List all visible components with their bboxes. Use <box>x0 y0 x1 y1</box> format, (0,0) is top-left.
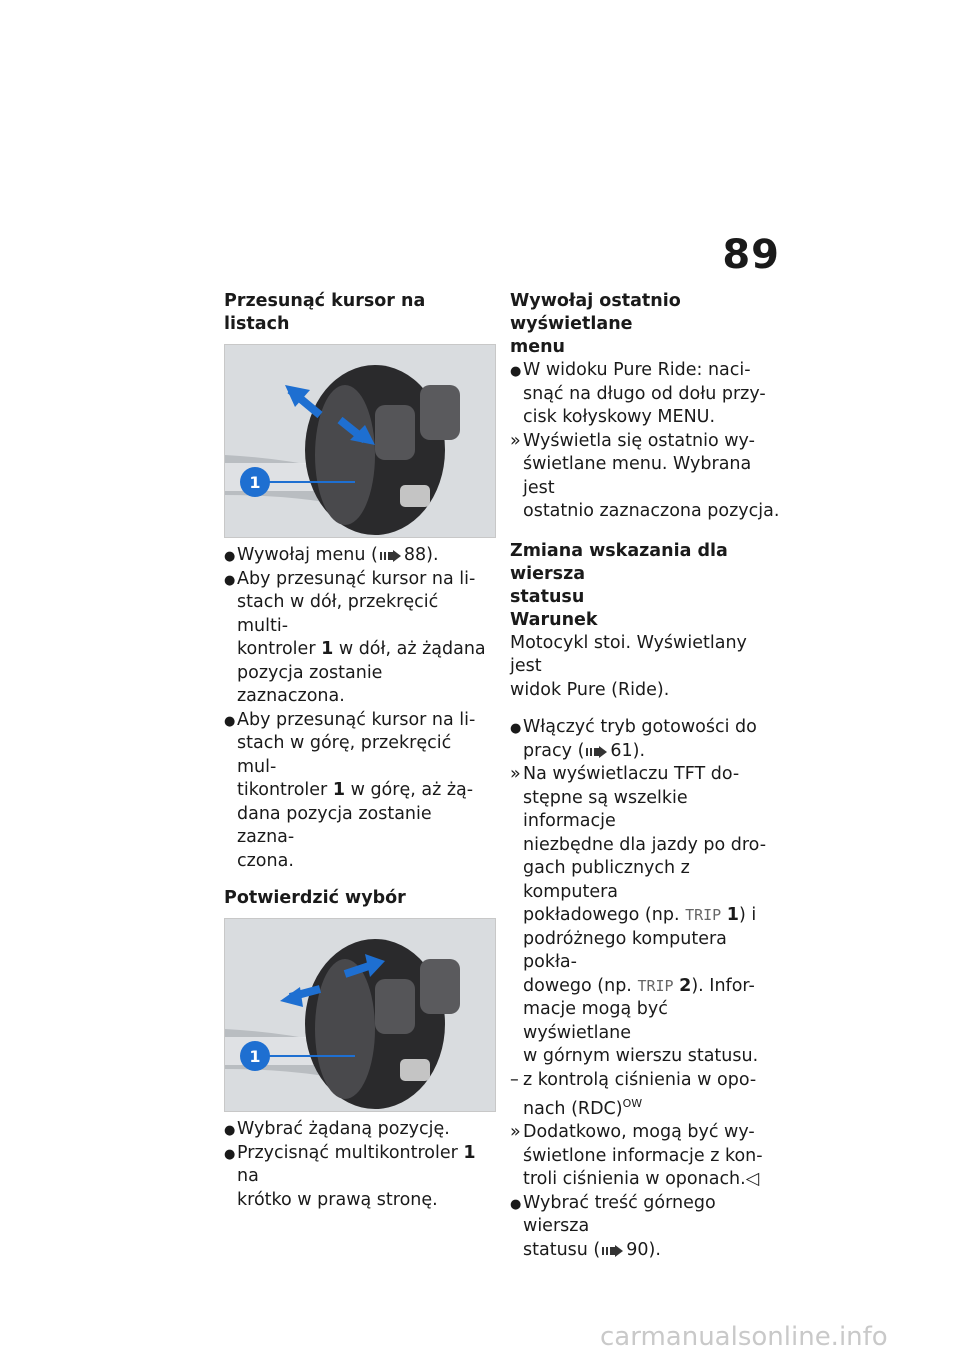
figure-multicontroller-push <box>224 918 496 1112</box>
section-heading-move-cursor: Przesunąć kursor na listach <box>224 291 426 334</box>
right-column <box>510 290 780 1262</box>
condition-text: Motocykl stoi. Wyświetlany jest widok Pure (Ride). <box>510 632 747 700</box>
condition-title: Warunek <box>510 609 598 630</box>
option-marker-ow: OW <box>622 1097 643 1110</box>
list-item-open-menu: ● Wywołaj menu ( 88). <box>224 545 439 565</box>
list-item-press-multicontroller: ● Przycisnąć multikontroler 1 na krótko w prawą stronę. <box>224 1142 476 1210</box>
section-heading-recent-menu: Wywołaj ostatnio wyświetlane menu <box>510 291 681 357</box>
list-item-cursor-down: ● Aby przesunąć kursor na li- stach w dół, przekręcić multi- kontroler 1 w dół, aż żądana pozycja zostanie zaznaczona. <box>224 568 486 706</box>
list-item-with-rdc: – z kontrolą ciśnienia w opo- nach (RDC)$^{OW}$ <box>510 1069 757 1119</box>
watermark: carmanualsonline.info <box>600 1322 888 1352</box>
left-column <box>224 290 494 1212</box>
page-reference-arrow-icon <box>602 1245 624 1257</box>
end-marker: ◁ <box>745 1169 760 1190</box>
list-item-cursor-up: ● Aby przesunąć kursor na li- stach w górę, przekręcić mul- tikontroler 1 w górę, aż żą- dana pozycja zostanie zazna- czona. <box>224 709 476 871</box>
page-reference-90: 90). <box>626 1239 661 1260</box>
page-reference-arrow-icon <box>380 550 402 562</box>
figure-multicontroller-turn <box>224 344 496 538</box>
list-item-result-tft-info: » Na wyświetlaczu TFT do- stępne są wszelkie informacje niezbędne dla jazdy po dro- gach publicznych z komputera pokładowego (np. TRIP 1) i podróżnego komputera pokła- dowego (np. TRIP 2). Infor- macje mogą być wyświetlane w górnym wierszu statusu. <box>510 764 767 1066</box>
list-item-ready-mode: ● Włączyć tryb gotowości do pracy ( 61). <box>510 717 757 761</box>
section-heading-status-line: Zmiana wskazania dla wiersza statusu Warunek <box>510 540 728 630</box>
page-number: 89 <box>722 232 780 278</box>
list-item-pure-ride-press: ● W widoku Pure Ride: naci- snąć na długo od dołu przy- cisk kołyskowy MENU. <box>510 360 766 427</box>
list-item-result-rdc-info: » Dodatkowo, mogą być wy- świetlone informacje z kon- troli ciśnienia w oponach.◁ <box>510 1122 763 1190</box>
page-reference-arrow-icon <box>586 746 608 758</box>
figure-callout-1: 1 <box>249 473 261 492</box>
page-reference-88: 88). <box>403 545 439 565</box>
list-item-select-position: ● Wybrać żądaną pozycję. <box>224 1119 450 1139</box>
page-reference-61: 61). <box>610 740 646 761</box>
figure-callout-1: 1 <box>249 1047 261 1066</box>
section-heading-confirm-selection: Potwierdzić wybór <box>224 888 406 908</box>
list-item-result-recent-menu: » Wyświetla się ostatnio wy- świetlane menu. Wybrana jest ostatnio zaznaczona pozycja. <box>510 430 780 521</box>
list-item-select-status-content: ● Wybrać treść górnego wiersza statusu ( 90). <box>510 1192 716 1260</box>
